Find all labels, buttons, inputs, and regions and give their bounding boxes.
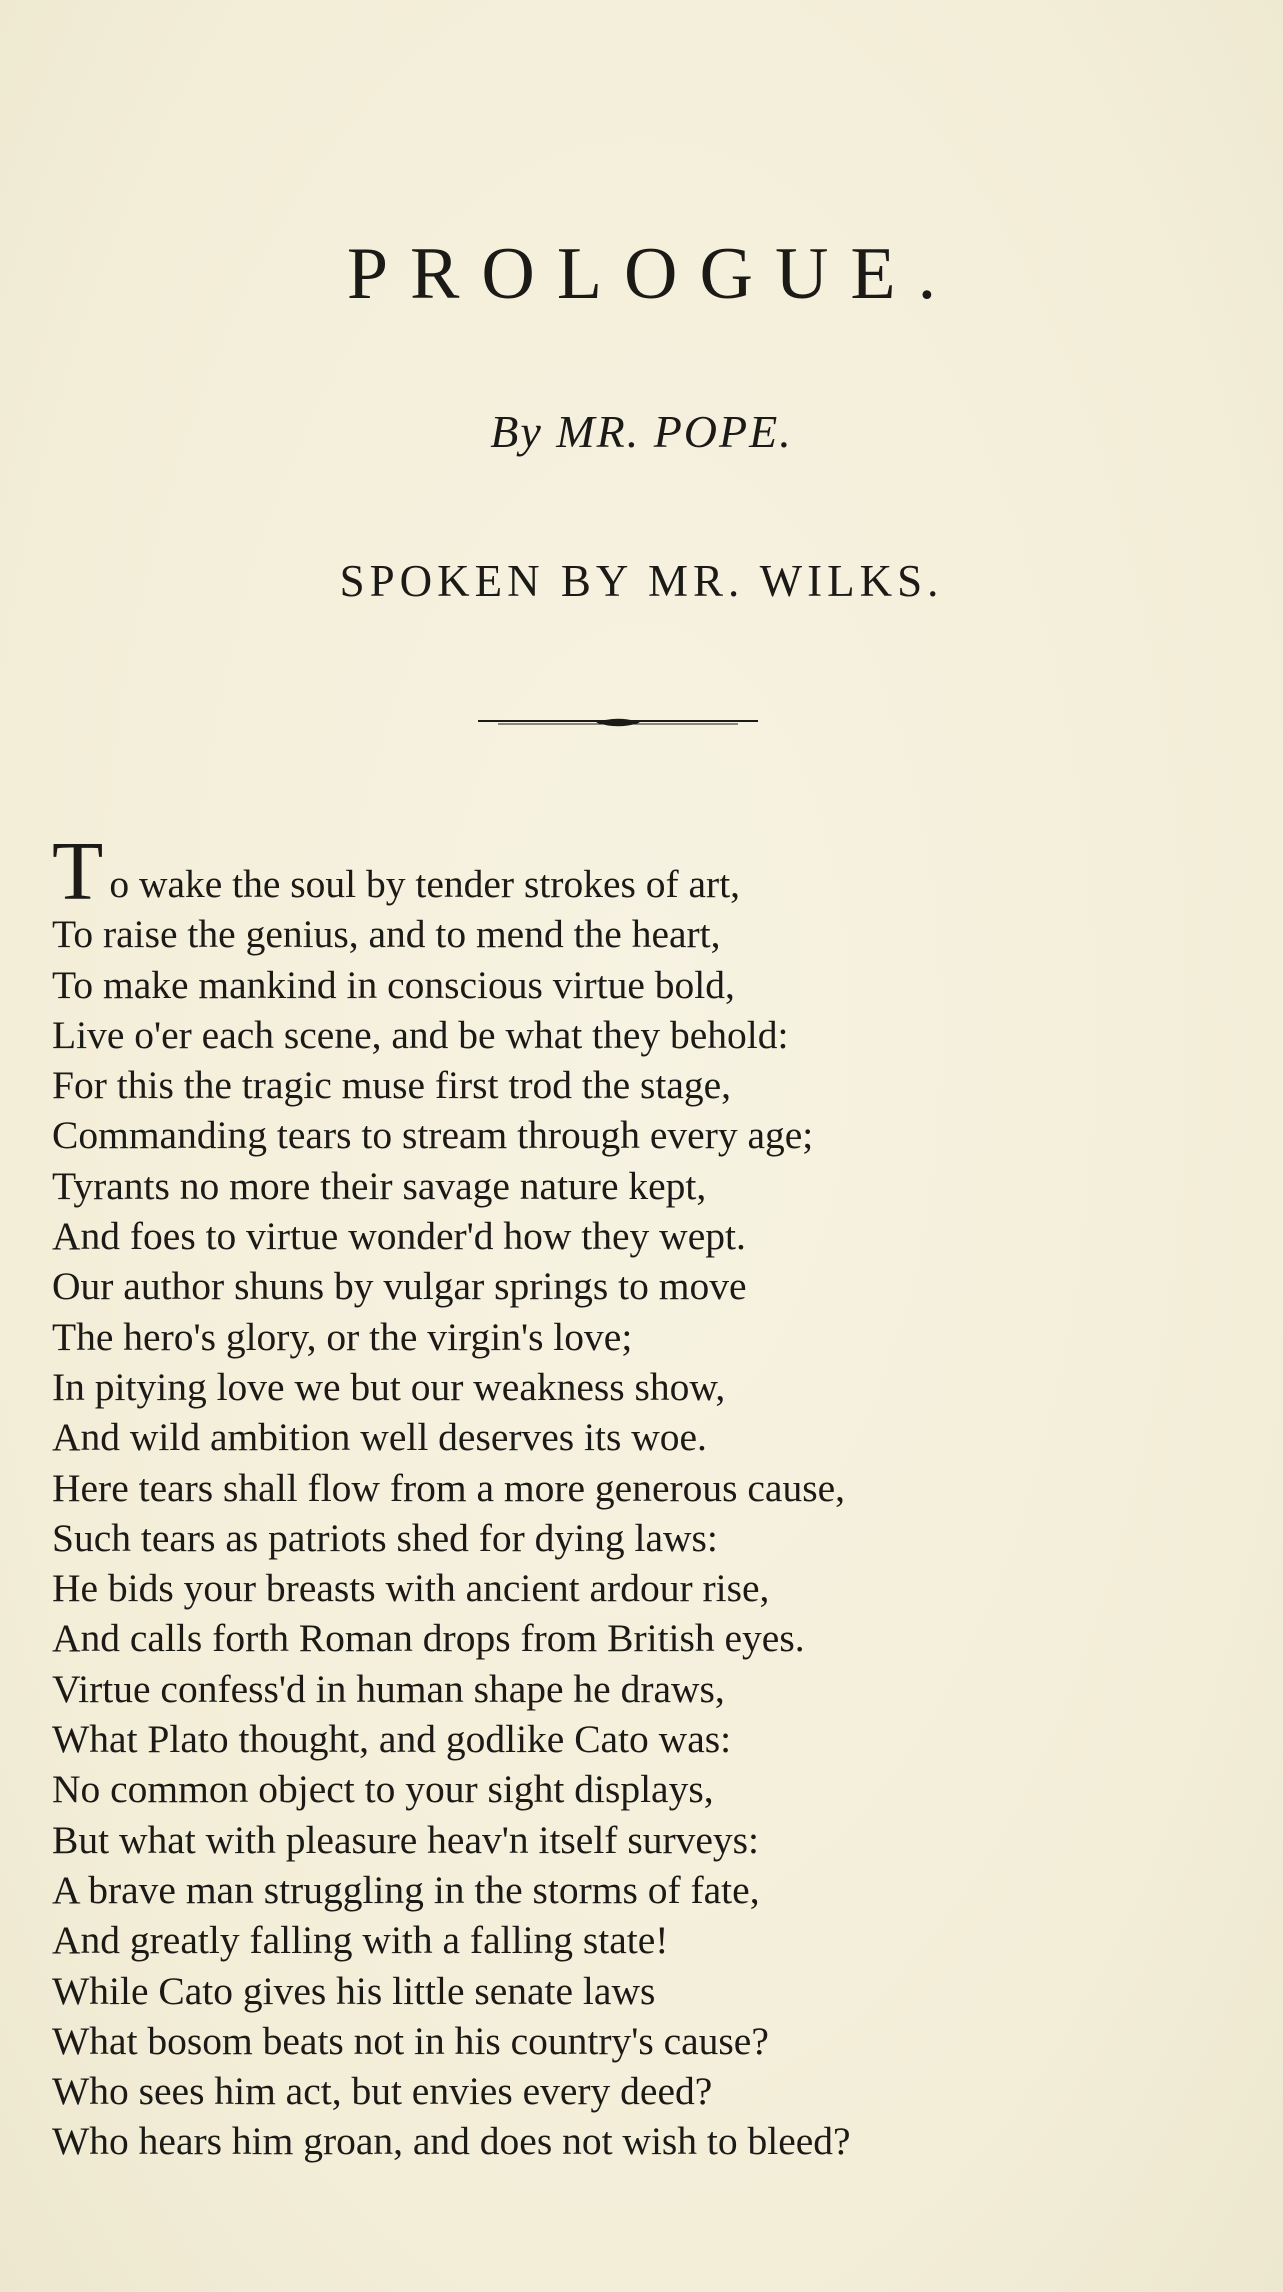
verse-line: And calls forth Roman drops from British eyes. [52, 1616, 805, 1661]
verse-line: Here tears shall flow from a more generous cause, [52, 1465, 845, 1510]
speaker-line: SPOKEN BY MR. WILKS. [339, 556, 944, 606]
prologue-verse [52, 825, 1232, 2167]
verse-line: Live o'er each scene, and be what they behold: [52, 1012, 789, 1057]
verse-line: But what with pleasure heav'n itself surveys: [52, 1817, 759, 1862]
verse-line [52, 825, 1232, 918]
verse-line: For this the tragic muse first trod the stage, [52, 1063, 732, 1108]
verse-line: What bosom beats not in his country's cause? [52, 2018, 769, 2063]
verse-line: What Plato thought, and godlike Cato was: [52, 1717, 732, 1762]
author-byline: By MR. POPE. [490, 406, 793, 457]
verse-line: Such tears as patriots shed for dying laws: [52, 1515, 718, 1560]
verse-line: And wild ambition well deserves its woe. [52, 1415, 707, 1460]
verse-line-text: o wake the soul by tender strokes of art, [109, 862, 741, 906]
verse-line: No common object to your sight displays, [52, 1767, 714, 1812]
verse-line: Who sees him act, but envies every deed? [52, 2069, 713, 2114]
verse-line: A brave man struggling in the storms of fate, [52, 1867, 760, 1912]
ornament-divider [478, 712, 758, 732]
drop-cap: T [52, 825, 104, 918]
verse-line: While Cato gives his little senate laws [52, 1968, 656, 2013]
page-title: PROLOGUE. [346, 233, 959, 315]
verse-line: To raise the genius, and to mend the heart, [52, 912, 721, 957]
verse-line: Commanding tears to stream through every age; [52, 1113, 814, 1158]
verse-line: And foes to virtue wonder'd how they wept. [52, 1214, 746, 1259]
verse-line: The hero's glory, or the virgin's love; [52, 1314, 633, 1359]
verse-line: And greatly falling with a falling state! [52, 1918, 669, 1963]
verse-line: To make mankind in conscious virtue bold, [52, 962, 735, 1007]
verse-line: In pitying love we but our weakness show, [52, 1364, 726, 1409]
verse-line: Who hears him groan, and does not wish to bleed? [52, 2119, 851, 2164]
verse-line: He bids your breasts with ancient ardour rise, [52, 1566, 770, 1611]
verse-line: Our author shuns by vulgar springs to move [52, 1264, 747, 1309]
verse-line: Virtue confess'd in human shape he draws, [52, 1666, 725, 1711]
verse-line: Tyrants no more their savage nature kept, [52, 1163, 707, 1208]
